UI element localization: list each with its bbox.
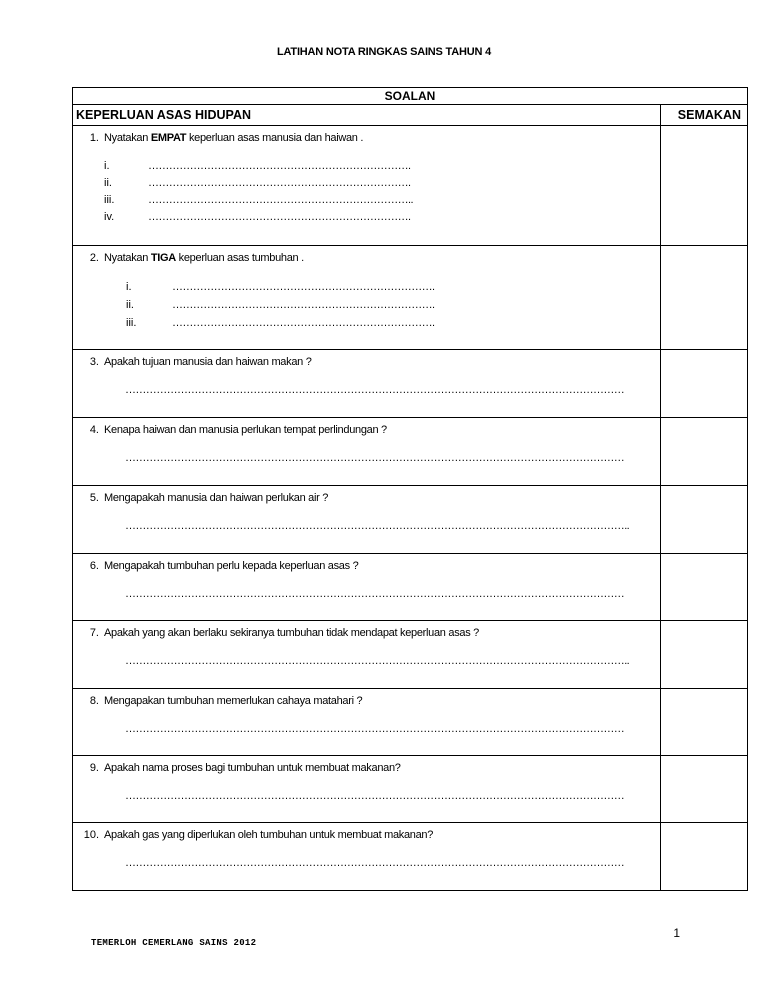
answer-label: ii. [104, 177, 112, 189]
question-number: 1. [89, 132, 99, 144]
question-text: Nyatakan EMPAT keperluan asas manusia dan haiwan . [104, 132, 364, 144]
question-number: 3. [89, 356, 99, 368]
question-number: 5. [89, 492, 99, 504]
answer-line[interactable]: ……………………………………………………………………………………………………………………………… [125, 790, 625, 802]
question-text: Mengapakah tumbuhan perlu kepada keperluan asas ? [104, 560, 359, 572]
question-row-4 [73, 418, 747, 486]
question-text: Apakah tujuan manusia dan haiwan makan ? [104, 356, 312, 368]
semakan-column-header: SEMAKAN [677, 108, 741, 122]
question-row-10 [73, 823, 747, 890]
question-text: Apakah yang akan berlaku sekiranya tumbuhan tidak mendapat keperluan asas ? [104, 627, 479, 639]
question-text: Mengapakan tumbuhan memerlukan cahaya matahari ? [104, 695, 363, 707]
answer-line[interactable]: …………………………………………………………………. [148, 177, 411, 189]
question-number: 4. [89, 424, 99, 436]
answer-line[interactable]: …………………………………………………………………. [148, 160, 411, 172]
question-row-7 [73, 621, 747, 689]
answer-line[interactable]: ……………………………………………………………………………………………………………………………… [125, 452, 625, 464]
question-number: 2. [89, 252, 99, 264]
answer-label: iv. [104, 211, 115, 223]
answer-label: i. [104, 160, 110, 172]
answer-line[interactable]: ……………………………………………………………………………………………………………………………… [125, 723, 625, 735]
answer-line[interactable]: …………………………………………………………………. [148, 211, 411, 223]
question-number: 8. [89, 695, 99, 707]
question-text: Mengapakah manusia dan haiwan perlukan air ? [104, 492, 329, 504]
question-row-1 [73, 126, 747, 246]
question-row-2 [73, 246, 747, 350]
section-title: KEPERLUAN ASAS HIDUPAN [76, 108, 252, 122]
question-number: 6. [89, 560, 99, 572]
question-text: Apakah nama proses bagi tumbuhan untuk membuat makanan? [104, 762, 401, 774]
answer-line[interactable]: …………………………………………………………………. [172, 299, 435, 311]
question-number: 7. [89, 627, 99, 639]
soalan-header: SOALAN [73, 88, 747, 105]
answer-line[interactable]: ……………………………………………………………………………………………………………………………… [125, 857, 625, 869]
answer-label: i. [126, 281, 132, 293]
footer-text: TEMERLOH CEMERLANG SAINS 2012 [91, 938, 257, 948]
answer-line[interactable]: ……………………………………………………………………………………………………………………………… [125, 588, 625, 600]
answer-line[interactable]: …………………………………………………………………. [172, 317, 435, 329]
answer-line[interactable]: ……………………………………………………………………………………………………………………………… [125, 384, 625, 396]
question-row-9 [73, 756, 747, 823]
question-number: 10. [83, 829, 99, 841]
question-row-6 [73, 554, 747, 621]
answer-line[interactable]: ……………………………………………………………………………………………………………………………….. [125, 655, 630, 667]
document-title: LATIHAN NOTA RINGKAS SAINS TAHUN 4 [276, 46, 491, 58]
question-text: Nyatakan TIGA keperluan asas tumbuhan . [104, 252, 304, 264]
page-number: 1 [673, 926, 680, 940]
question-text: Kenapa haiwan dan manusia perlukan tempat perlindungan ? [104, 424, 387, 436]
section-header-row [73, 105, 747, 126]
question-row-3 [73, 350, 747, 418]
answer-line[interactable]: ………………………………………………………………….. [148, 194, 413, 206]
answer-label: iii. [126, 317, 137, 329]
question-table [72, 87, 748, 891]
question-row-8 [73, 689, 747, 756]
question-row-5 [73, 486, 747, 554]
question-number: 9. [89, 762, 99, 774]
answer-line[interactable]: ……………………………………………………………………………………………………………………………….. [125, 520, 630, 532]
answer-line[interactable]: …………………………………………………………………. [172, 281, 435, 293]
answer-label: ii. [126, 299, 134, 311]
question-text: Apakah gas yang diperlukan oleh tumbuhan untuk membuat makanan? [104, 829, 434, 841]
answer-label: iii. [104, 194, 115, 206]
